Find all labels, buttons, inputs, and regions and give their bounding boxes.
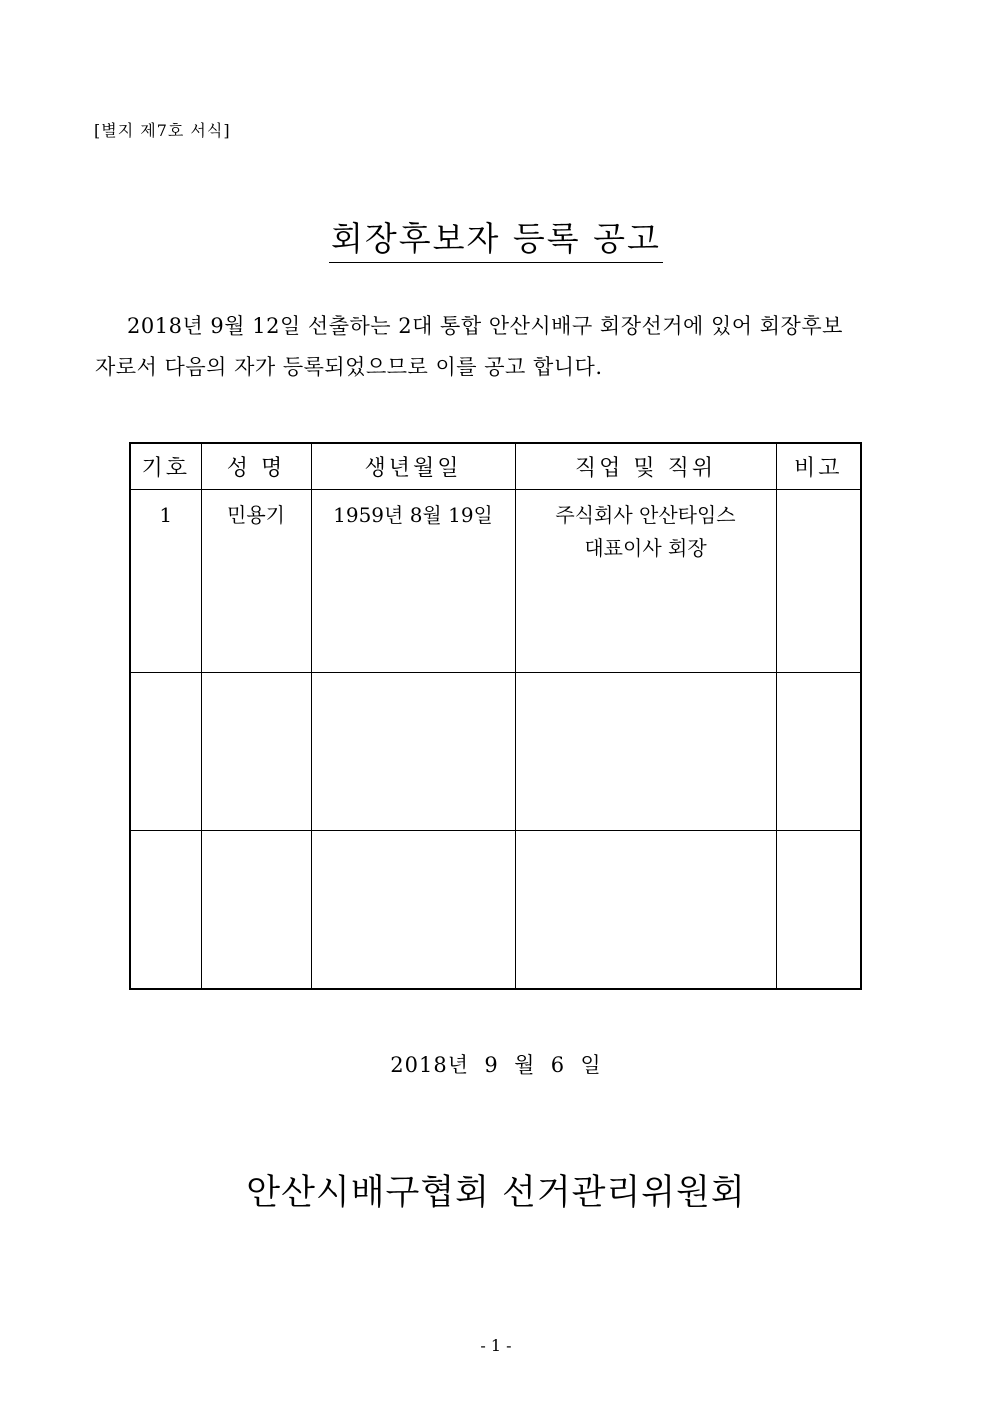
- cell-name: 민용기: [201, 490, 311, 673]
- table-header-row: [130, 443, 861, 490]
- table-row: [130, 673, 861, 831]
- intro-paragraph: [95, 306, 895, 388]
- announcement-date: 2018년 9 월 6 일: [390, 1053, 602, 1077]
- candidate-table: [129, 442, 862, 990]
- table-row: [130, 831, 861, 990]
- cell-occupation: [515, 831, 776, 990]
- header-remarks: 비고: [776, 443, 861, 490]
- cell-number: 1: [130, 490, 201, 673]
- cell-name: [201, 831, 311, 990]
- cell-birthdate: [311, 831, 515, 990]
- cell-remarks: [776, 673, 861, 831]
- occupation-line-2: 대표이사 회장: [584, 536, 707, 560]
- header-name: 성 명: [201, 443, 311, 490]
- cell-remarks: [776, 831, 861, 990]
- cell-occupation: [515, 490, 776, 673]
- cell-remarks: [776, 490, 861, 673]
- header-birthdate: 생년월일: [311, 443, 515, 490]
- occupation-line-1: 주식회사 안산타임스: [555, 503, 736, 527]
- header-number: 기호: [130, 443, 201, 490]
- document-title: 회장후보자 등록 공고: [329, 213, 663, 263]
- cell-birthdate: [311, 673, 515, 831]
- intro-line-2: 자로서 다음의 자가 등록되었으므로 이를 공고 합니다.: [95, 355, 603, 379]
- cell-occupation: [515, 673, 776, 831]
- cell-name: [201, 673, 311, 831]
- cell-number: [130, 673, 201, 831]
- page-number: - 1 -: [480, 1336, 512, 1355]
- document-title-container: [0, 213, 992, 263]
- form-number-label: [별지 제7호 서식]: [94, 121, 231, 140]
- intro-line-1: 2018년 9월 12일 선출하는 2대 통합 안산시배구 회장선거에 있어 회장후보: [127, 314, 843, 338]
- table-row: [130, 490, 861, 673]
- cell-number: [130, 831, 201, 990]
- issuing-organization: 안산시배구협회 선거관리위원회: [246, 1173, 746, 1213]
- header-occupation: 직업 및 직위: [515, 443, 776, 490]
- cell-birthdate: 1959년 8월 19일: [311, 490, 515, 673]
